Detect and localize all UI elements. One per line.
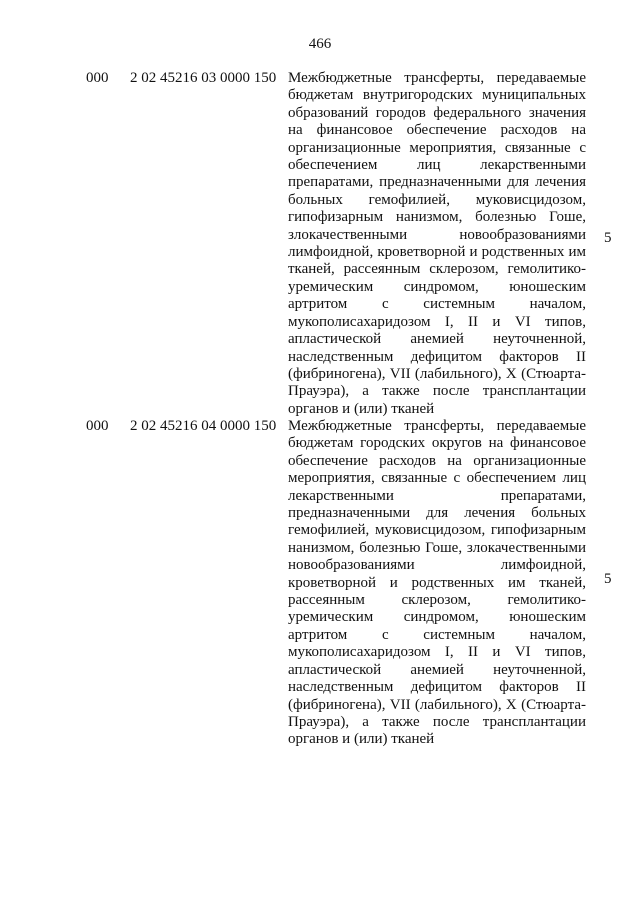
kbk-code: 2 02 45216 03 0000 150 [130,70,277,86]
page-number: 466 [308,36,332,52]
entry-description [288,70,586,418]
description-line: уремическим синдромом, юношеским [288,278,586,295]
admin-code: 000 [86,418,109,434]
description-line: бюджетам городских округов на финансовое [288,435,586,452]
description-line: тканей, рассеянным склерозом, гемолитико- [288,261,586,278]
description-line: образований городов федерального значения [288,104,586,121]
description-line: больных гемофилией, муковисцидозом, [288,191,586,208]
description-line: гипофизарным нанизмом, болезнью Гоше, [288,209,586,226]
description-line: наследственным дефицитом факторов II [288,679,586,696]
description-line: Прауэра), а также после трансплантации [288,383,586,400]
description-line: Межбюджетные трансферты, передаваемые [288,418,586,434]
annex-number: 5 [604,571,612,587]
entry-description [288,418,586,749]
description-line: Межбюджетные трансферты, передаваемые [288,70,586,86]
description-line: артритом с системным началом, [288,626,586,643]
admin-code: 000 [86,70,109,86]
description-line: уремическим синдромом, юношеским [288,609,586,626]
description-line: (фибриногена), VII (лабильного), X (Стюарта- [288,365,586,382]
description-line: апластической анемией неуточненной, [288,661,586,678]
description-line: организационные мероприятия, связанные с [288,139,586,156]
description-line: (фибриногена), VII (лабильного), X (Стюарта- [288,696,586,713]
description-line: на финансовое обеспечение расходов на [288,122,586,139]
description-line: мукополисахаридозом I, II и VI типов, [288,644,586,661]
description-line: обеспечение расходов на организационные [288,452,586,469]
description-line: предназначенными для лечения больных [288,505,586,522]
description-line: органов и (или) тканей [288,731,435,748]
annex-number: 5 [604,230,612,246]
description-line: кроветворной и родственных им тканей, [288,574,586,591]
description-line: злокачественными новообразованиями [288,226,586,243]
description-line: лекарственными препаратами, [288,487,586,504]
description-line: обеспечением лиц лекарственными [288,157,586,174]
description-line: мероприятия, связанные с обеспечением лиц [288,470,586,487]
description-line: новообразованиями лимфоидной, [288,557,586,574]
description-line: мукополисахаридозом I, II и VI типов, [288,313,586,330]
description-line: апластической анемией неуточненной, [288,331,586,348]
description-line: бюджетам внутригородских муниципальных [288,87,586,104]
kbk-code: 2 02 45216 04 0000 150 [130,418,277,434]
description-line: артритом с системным началом, [288,296,586,313]
description-line: рассеянным склерозом, гемолитико- [288,592,586,609]
description-line: лимфоидной, кроветворной и родственных им [288,244,586,261]
description-line: наследственным дефицитом факторов II [288,348,586,365]
description-line: нанизмом, болезнью Гоше, злокачественными [288,539,586,556]
description-line: органов и (или) тканей [288,400,435,417]
description-line: Прауэра), а также после трансплантации [288,713,586,730]
description-line: гемофилией, муковисцидозом, гипофизарным [288,522,586,539]
description-line: препаратами, предназначенными для лечения [288,174,586,191]
